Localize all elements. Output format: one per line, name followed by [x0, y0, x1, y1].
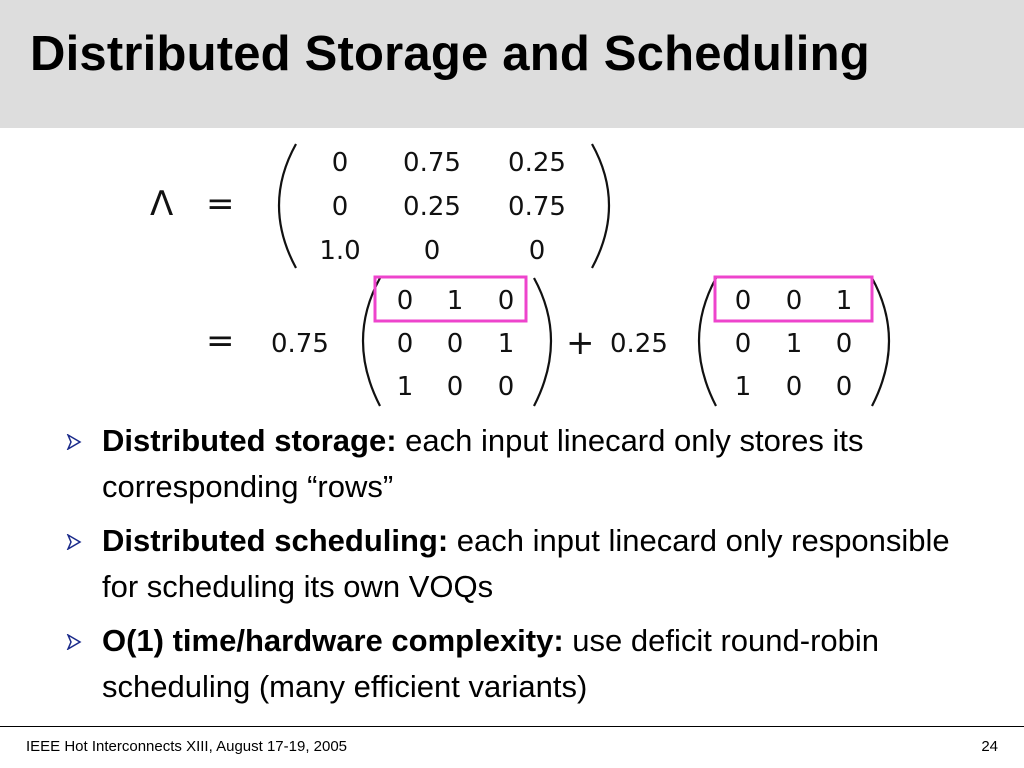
matrix-cell: 1 [446, 286, 464, 316]
matrix-cell: 0 [396, 329, 414, 359]
plus-sign: + [566, 323, 595, 363]
matrix-cell: 1.0 [319, 236, 361, 266]
matrix-cell: 0 [785, 372, 803, 402]
arrow-bullet-icon [64, 418, 86, 464]
lambda-symbol: Λ [150, 184, 174, 224]
bullet-text: use deficit round-robin scheduling (many efficient variants) [102, 623, 880, 704]
matrix-cell: 0 [396, 286, 414, 316]
matrix-cell: 0 [528, 236, 546, 266]
bullet-item [64, 518, 964, 610]
matrix-cell: 0.75 [508, 192, 566, 222]
matrix-cell: 1 [734, 372, 752, 402]
bullet-text: each input linecard only responsible for scheduling its own VOQs [102, 523, 950, 604]
matrix-cell: 1 [497, 329, 515, 359]
matrix-cell: 0 [423, 236, 441, 266]
footer-divider [0, 726, 1024, 727]
matrix-cell: 0 [785, 286, 803, 316]
arrow-bullet-icon [64, 518, 86, 564]
matrix-cell: 0.25 [508, 148, 566, 178]
matrix-cell: 1 [785, 329, 803, 359]
bullet-heading: Distributed storage: [102, 423, 397, 458]
matrix-cell: 0 [446, 329, 464, 359]
matrix-cell: 0.75 [403, 148, 461, 178]
slide-title: Distributed Storage and Scheduling [30, 27, 870, 81]
matrix-equation [0, 128, 1024, 418]
arrow-bullet-icon [64, 618, 86, 664]
coefficient-1: 0.75 [271, 329, 329, 359]
matrix-cell: 0 [734, 329, 752, 359]
footer-citation: IEEE Hot Interconnects XIII, August 17-19, 2005 [26, 738, 348, 755]
bullet-item [64, 618, 964, 710]
left-paren-perm1 [363, 278, 380, 406]
title-bar [0, 0, 1024, 128]
left-paren-perm2 [699, 278, 716, 406]
matrix-cell: 0 [331, 148, 349, 178]
equals-sign-1: = [206, 184, 235, 224]
equation-graphic [0, 128, 1024, 418]
matrix-cell: 1 [396, 372, 414, 402]
matrix-cell: 0 [497, 372, 515, 402]
page-number: 24 [981, 738, 998, 755]
matrix-cell: 0 [331, 192, 349, 222]
matrix-cell: 0 [446, 372, 464, 402]
matrix-cell: 0 [835, 372, 853, 402]
right-paren-perm2 [872, 278, 889, 406]
right-paren-perm1 [534, 278, 551, 406]
bullet-list [64, 418, 964, 718]
coefficient-2: 0.25 [610, 329, 668, 359]
bullet-item [64, 418, 964, 510]
equals-sign-2: = [206, 321, 235, 361]
matrix-cell: 0 [835, 329, 853, 359]
bullet-text: each input linecard only stores its corresponding “rows” [102, 423, 864, 504]
matrix-cell: 0.25 [403, 192, 461, 222]
matrix-cell: 0 [497, 286, 515, 316]
matrix-cell: 1 [835, 286, 853, 316]
matrix-cell: 0 [734, 286, 752, 316]
bullet-heading: Distributed scheduling: [102, 523, 449, 558]
right-paren-lambda [592, 144, 609, 268]
left-paren-lambda [279, 144, 296, 268]
bullet-heading: O(1) time/hardware complexity: [102, 623, 564, 658]
